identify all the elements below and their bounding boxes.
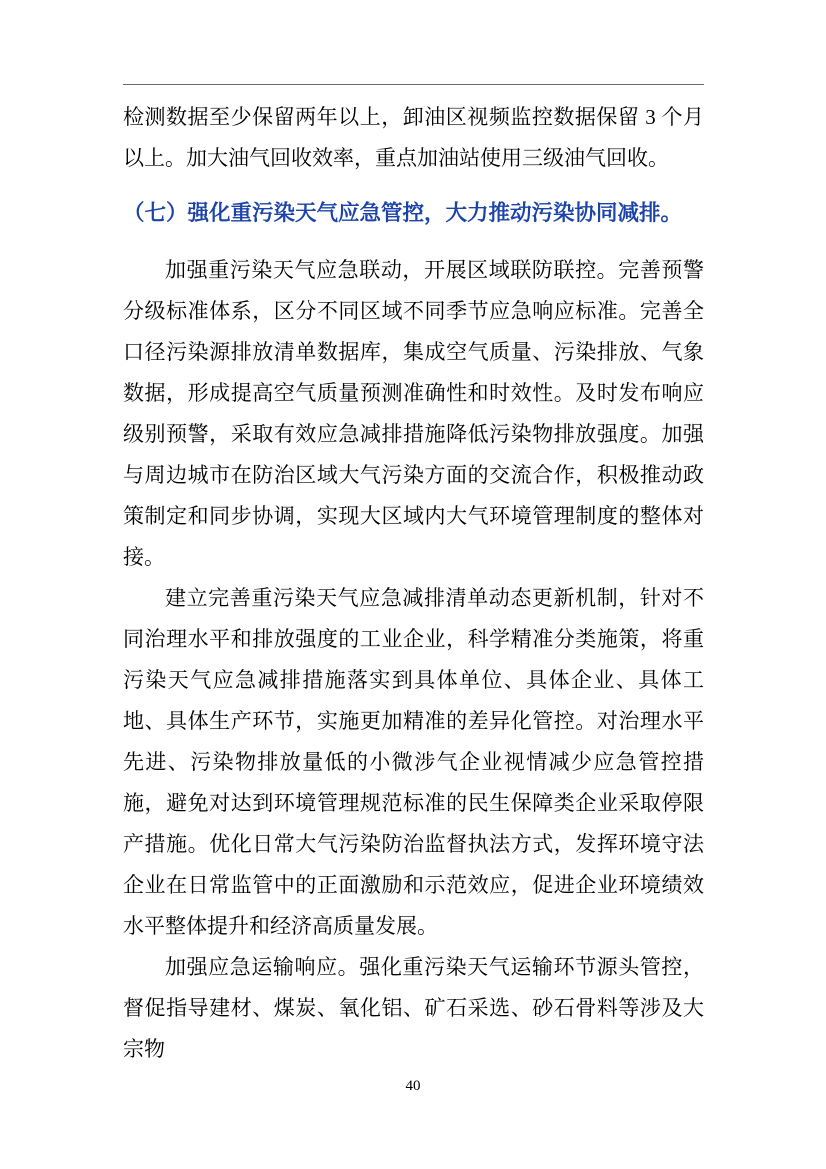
paragraph-transport-response: 加强应急运输响应。强化重污染天气运输环节源头管控，督促指导建材、煤炭、氧化铝、矿石采选、砂石骨料等涉及大宗物 bbox=[123, 955, 704, 1061]
paragraph-emission-reduction-list: 建立完善重污染天气应急减排清单动态更新机制，针对不同治理水平和排放强度的工业企业，科学精准分类施策，将重污染天气应急减排措施落实到具体单位、具体企业、具体工地、具体生产环节，实施更加精准的差异化管控。对治理水平先进、污染物排放量低的小微涉气企业视情减少应急管控措施，避免对达到环境管理规范标准的民生保障类企业采取停限产措施。优化日常大气污染防治监督执法方式，发挥环境守法企业在日常监管中的正面激励和示范效应，促进企业环境绩效水平整体提升和经济高质量发展。 bbox=[123, 586, 704, 938]
header-rule bbox=[123, 84, 704, 85]
section-heading: （七）强化重污染天气应急管控，大力推动污染协同减排。 bbox=[123, 201, 683, 225]
paragraph-emergency-linkage: 加强重污染天气应急联动，开展区域联防联控。完善预警分级标准体系，区分不同区域不同季节应急响应标准。完善全口径污染源排放清单数据库，集成空气质量、污染排放、气象数据，形成提高空气质量预测准确性和时效性。及时发布响应级别预警，采取有效应急减排措施降低污染物排放强度。加强与周边城市在防治区域大气污染方面的交流合作，积极推动政策制定和同步协调，实现大区域内大气环境管理制度的整体对接。 bbox=[123, 258, 704, 569]
page-number: 40 bbox=[405, 1078, 421, 1094]
paragraph-continuation: 检测数据至少保留两年以上，卸油区视频监控数据保留 3 个月以上。加大油气回收效率，重点加油站使用三级油气回收。 bbox=[123, 105, 704, 170]
document-content bbox=[123, 97, 704, 1070]
